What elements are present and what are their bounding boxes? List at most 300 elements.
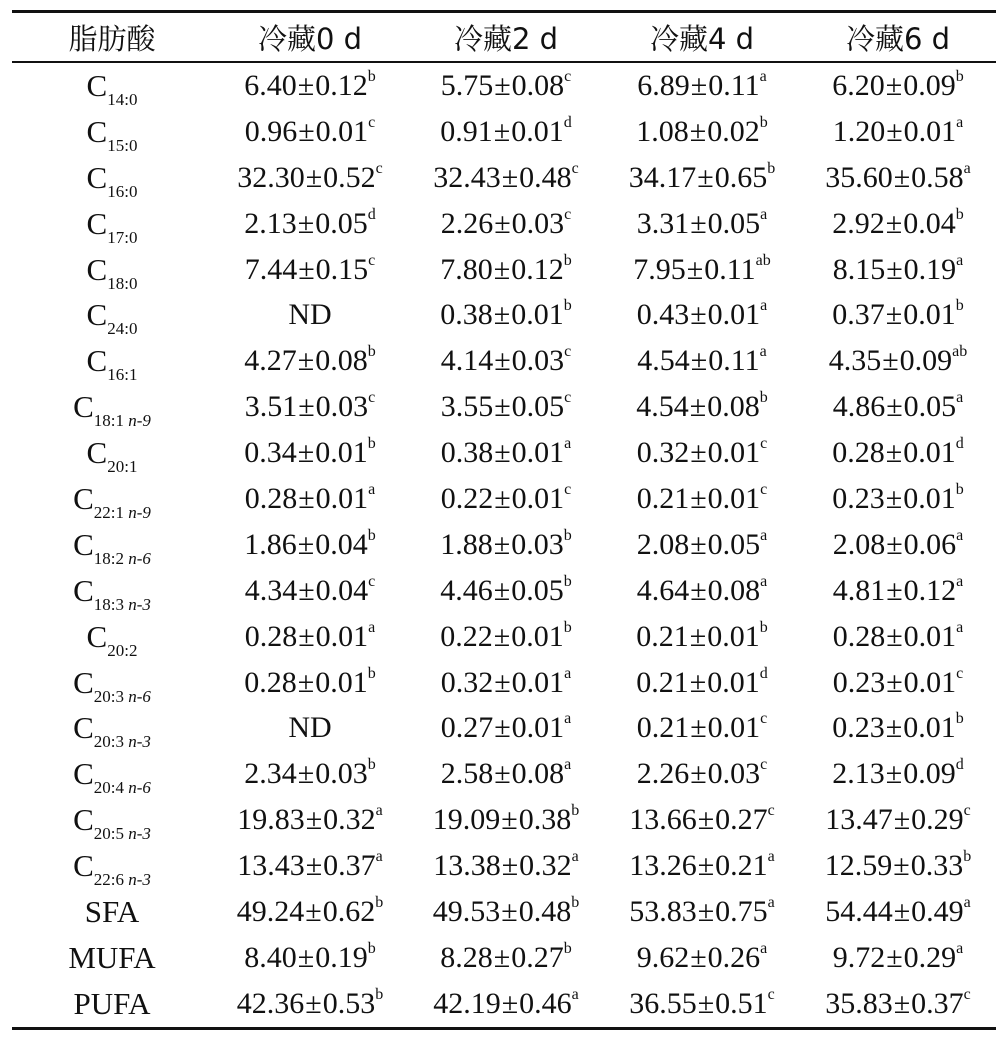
standard-deviation: 0.05 xyxy=(707,206,761,240)
mean-value: 1.86 xyxy=(244,527,297,561)
standard-deviation: 0.11 xyxy=(708,344,760,378)
plus-minus-symbol: ± xyxy=(690,481,707,515)
mean-value: 4.54 xyxy=(637,344,690,378)
plus-minus-symbol: ± xyxy=(494,390,511,424)
header-fatty-acid: 脂肪酸 xyxy=(68,21,156,56)
significance-letter: a xyxy=(760,939,768,957)
fatty-acid-subscript xyxy=(107,182,137,201)
significance-letter: b xyxy=(571,802,580,820)
standard-deviation: 0.46 xyxy=(519,986,572,1020)
mean-value: 0.34 xyxy=(244,436,297,470)
table-row xyxy=(12,476,996,522)
standard-deviation: 0.62 xyxy=(322,894,376,928)
fatty-acid-name xyxy=(12,109,212,155)
significance-letter: c xyxy=(375,159,383,177)
table-bottom-rule xyxy=(12,1027,996,1030)
value-cell xyxy=(212,384,408,430)
fatty-acid-subscript xyxy=(107,457,137,476)
significance-letter: c xyxy=(571,159,579,177)
value-cell xyxy=(800,660,996,706)
fatty-acid-name xyxy=(12,292,212,338)
value-cell xyxy=(212,430,408,476)
significance-letter: b xyxy=(955,710,964,728)
significance-letter: b xyxy=(367,343,376,361)
standard-deviation: 0.15 xyxy=(315,252,369,286)
significance-letter: b xyxy=(955,205,964,223)
mean-value: 4.34 xyxy=(244,573,298,607)
mean-value: 35.60 xyxy=(825,160,893,194)
mean-value: 13.43 xyxy=(237,849,305,883)
fatty-acid-subscript xyxy=(94,549,151,568)
significance-letter: c xyxy=(760,710,768,728)
value-cell xyxy=(408,247,604,293)
plus-minus-symbol: ± xyxy=(305,803,323,837)
value-cell xyxy=(212,247,408,293)
standard-deviation: 0.32 xyxy=(323,803,376,837)
plus-minus-symbol: ± xyxy=(886,573,903,607)
value-cell xyxy=(212,568,408,614)
standard-deviation: 0.01 xyxy=(903,711,956,745)
fatty-acid-subscript xyxy=(107,319,137,338)
table-row xyxy=(12,292,996,338)
value-cell xyxy=(604,935,800,981)
value-cell xyxy=(800,614,996,660)
plus-minus-symbol: ± xyxy=(298,481,315,515)
significance-letter: d xyxy=(759,664,768,682)
value-cell xyxy=(800,797,996,843)
plus-minus-symbol: ± xyxy=(885,711,903,745)
standard-deviation: 0.09 xyxy=(903,757,956,791)
significance-letter: a xyxy=(963,159,971,177)
table-header xyxy=(12,13,996,61)
value-cell xyxy=(212,63,408,109)
mean-value: 4.27 xyxy=(244,344,297,378)
plus-minus-symbol: ± xyxy=(885,68,903,102)
standard-deviation: 0.51 xyxy=(715,986,768,1020)
value-cell xyxy=(800,63,996,109)
fatty-acid-subscript-omega: n-3 xyxy=(128,870,151,890)
mean-value: 54.44 xyxy=(825,894,893,928)
fatty-acid-base: C xyxy=(86,159,108,195)
plus-minus-symbol: ± xyxy=(690,573,707,607)
plus-minus-symbol: ± xyxy=(494,436,511,470)
significance-letter: b xyxy=(367,67,376,85)
standard-deviation: 0.01 xyxy=(511,436,565,470)
fatty-acid-base: C xyxy=(73,802,94,838)
plus-minus-symbol: ± xyxy=(886,390,903,424)
significance-letter: a xyxy=(564,664,572,682)
fatty-acid-subscript-number: 20:4 xyxy=(93,778,129,798)
mean-value: 0.37 xyxy=(832,298,885,332)
standard-deviation: 0.05 xyxy=(315,206,368,240)
value-cell xyxy=(604,247,800,293)
mean-value: 0.96 xyxy=(244,114,298,148)
value-cell xyxy=(800,935,996,981)
table-row xyxy=(12,63,996,109)
standard-deviation: 0.53 xyxy=(322,986,376,1020)
fatty-acid-subscript-number: 22:6 xyxy=(93,870,129,890)
standard-deviation: 0.01 xyxy=(903,298,956,332)
fatty-acid-base: C xyxy=(73,710,94,746)
value-cell xyxy=(800,843,996,889)
mean-value: 4.86 xyxy=(832,390,886,424)
mean-value: 0.38 xyxy=(440,436,494,470)
mean-value: 1.08 xyxy=(636,114,689,148)
plus-minus-symbol: ± xyxy=(886,940,903,974)
fatty-acid-subscript xyxy=(94,778,151,797)
significance-letter: d xyxy=(955,435,964,453)
value-cell xyxy=(604,705,800,751)
significance-letter: c xyxy=(564,389,572,407)
standard-deviation: 0.52 xyxy=(323,160,376,194)
mean-value: 6.20 xyxy=(832,68,885,102)
fatty-acid-subscript xyxy=(94,732,151,751)
standard-deviation: 0.01 xyxy=(511,298,564,332)
standard-deviation: 0.01 xyxy=(903,481,956,515)
not-detected-text: ND xyxy=(288,711,332,745)
value-cell xyxy=(604,522,800,568)
mean-value: 9.72 xyxy=(832,940,886,974)
significance-letter: a xyxy=(956,389,964,407)
fatty-acid-subscript xyxy=(107,365,137,384)
standard-deviation: 0.03 xyxy=(315,757,368,791)
standard-deviation: 0.03 xyxy=(511,344,565,378)
plus-minus-symbol: ± xyxy=(501,894,518,928)
mean-value: 13.66 xyxy=(629,803,697,837)
fatty-acid-subscript-number: 22:1 xyxy=(93,502,129,522)
value-cell xyxy=(604,568,800,614)
standard-deviation: 0.05 xyxy=(511,390,565,424)
plus-minus-symbol: ± xyxy=(690,711,707,745)
mean-value: 2.08 xyxy=(832,527,886,561)
fatty-acid-name xyxy=(12,614,212,660)
mean-value: 0.28 xyxy=(244,481,298,515)
plus-minus-symbol: ± xyxy=(297,527,315,561)
mean-value: 0.38 xyxy=(440,298,493,332)
mean-value: 19.09 xyxy=(432,803,501,837)
fatty-acid-subscript-omega: n-6 xyxy=(128,686,151,706)
fatty-acid-subscript xyxy=(94,870,151,889)
fatty-acid-name xyxy=(12,660,212,706)
fatty-acid-name xyxy=(12,247,212,293)
table-row xyxy=(12,981,996,1027)
fatty-acid-name xyxy=(12,935,212,981)
significance-letter: c xyxy=(368,113,376,131)
value-cell xyxy=(604,292,800,338)
significance-letter: ab xyxy=(952,343,968,361)
standard-deviation: 0.03 xyxy=(511,527,564,561)
fatty-acid-subscript-omega: n-9 xyxy=(128,411,151,431)
plus-minus-symbol: ± xyxy=(493,527,511,561)
value-cell xyxy=(212,705,408,751)
fatty-acid-name xyxy=(12,843,212,889)
mean-value: 8.40 xyxy=(244,940,297,974)
plus-minus-symbol: ± xyxy=(305,160,323,194)
significance-letter: a xyxy=(375,802,383,820)
fatty-acid-subscript xyxy=(107,274,137,293)
table-row xyxy=(12,522,996,568)
value-cell xyxy=(212,476,408,522)
value-cell xyxy=(604,797,800,843)
value-cell xyxy=(604,155,800,201)
standard-deviation: 0.08 xyxy=(707,390,760,424)
table-row xyxy=(12,843,996,889)
mean-value: 2.13 xyxy=(244,206,297,240)
mean-value: 2.13 xyxy=(832,757,885,791)
plus-minus-symbol: ± xyxy=(886,619,903,653)
significance-letter: c xyxy=(564,67,572,85)
header-day-0: 冷藏0 d xyxy=(257,21,363,56)
value-cell xyxy=(800,155,996,201)
plus-minus-symbol: ± xyxy=(501,986,519,1020)
standard-deviation: 0.01 xyxy=(903,114,957,148)
value-cell xyxy=(408,522,604,568)
significance-letter: b xyxy=(759,113,768,131)
value-cell xyxy=(212,797,408,843)
fatty-acid-subscript-number: 17:0 xyxy=(107,227,138,247)
fatty-acid-name xyxy=(12,201,212,247)
standard-deviation: 0.06 xyxy=(903,527,957,561)
value-cell xyxy=(408,63,604,109)
mean-value: 13.38 xyxy=(433,849,501,883)
value-cell xyxy=(212,109,408,155)
value-cell xyxy=(408,843,604,889)
value-cell xyxy=(408,935,604,981)
plus-minus-symbol: ± xyxy=(493,573,511,607)
standard-deviation: 0.05 xyxy=(707,527,761,561)
standard-deviation: 0.19 xyxy=(903,252,957,286)
standard-deviation: 0.01 xyxy=(315,619,369,653)
standard-deviation: 0.26 xyxy=(707,940,761,974)
value-cell xyxy=(408,981,604,1027)
table-row xyxy=(12,889,996,935)
significance-letter: b xyxy=(563,939,572,957)
plus-minus-symbol: ± xyxy=(493,619,511,653)
value-cell xyxy=(604,430,800,476)
plus-minus-symbol: ± xyxy=(501,803,518,837)
standard-deviation: 0.27 xyxy=(715,803,768,837)
mean-value: 0.22 xyxy=(440,619,493,653)
value-cell xyxy=(408,797,604,843)
value-cell xyxy=(604,751,800,797)
fatty-acid-name xyxy=(12,981,212,1027)
standard-deviation: 0.12 xyxy=(511,252,564,286)
standard-deviation: 0.01 xyxy=(511,665,565,699)
plus-minus-symbol: ± xyxy=(690,757,707,791)
fatty-acid-name xyxy=(12,797,212,843)
standard-deviation: 0.01 xyxy=(903,665,957,699)
standard-deviation: 0.04 xyxy=(315,573,369,607)
standard-deviation: 0.12 xyxy=(315,68,368,102)
standard-deviation: 0.03 xyxy=(315,390,369,424)
standard-deviation: 0.01 xyxy=(707,665,760,699)
standard-deviation: 0.01 xyxy=(511,711,565,745)
significance-letter: b xyxy=(563,251,572,269)
plus-minus-symbol: ± xyxy=(298,390,315,424)
significance-letter: a xyxy=(956,526,964,544)
plus-minus-symbol: ± xyxy=(297,206,315,240)
plus-minus-symbol: ± xyxy=(690,298,707,332)
standard-deviation: 0.04 xyxy=(903,206,956,240)
plus-minus-symbol: ± xyxy=(494,757,511,791)
plus-minus-symbol: ± xyxy=(886,665,903,699)
plus-minus-symbol: ± xyxy=(886,114,903,148)
fatty-acid-subscript-number: 18:0 xyxy=(107,273,138,293)
mean-value: 2.26 xyxy=(636,757,690,791)
value-cell xyxy=(800,292,996,338)
standard-deviation: 0.05 xyxy=(903,390,957,424)
significance-letter: c xyxy=(963,985,971,1003)
mean-value: 49.53 xyxy=(432,894,501,928)
plus-minus-symbol: ± xyxy=(305,986,322,1020)
significance-letter: a xyxy=(375,848,383,866)
value-cell xyxy=(212,843,408,889)
value-cell xyxy=(604,384,800,430)
table-row xyxy=(12,568,996,614)
fatty-acid-base: C xyxy=(86,297,108,333)
plus-minus-symbol: ± xyxy=(885,436,903,470)
value-cell xyxy=(800,705,996,751)
plus-minus-symbol: ± xyxy=(690,436,707,470)
mean-value: 32.43 xyxy=(433,160,501,194)
mean-value: 7.95 xyxy=(633,252,686,286)
fatty-acid-base: C xyxy=(86,618,108,654)
table-row xyxy=(12,201,996,247)
fatty-acid-subscript xyxy=(107,90,137,109)
table-row xyxy=(12,797,996,843)
plus-minus-symbol: ± xyxy=(305,849,323,883)
value-cell xyxy=(408,889,604,935)
header-row xyxy=(12,13,996,61)
fatty-acid-subscript-omega: n-6 xyxy=(128,548,151,568)
mean-value: 0.21 xyxy=(636,711,690,745)
significance-letter: b xyxy=(759,389,768,407)
significance-letter: a xyxy=(767,893,775,911)
header-day-4: 冷藏4 d xyxy=(649,21,755,56)
standard-deviation: 0.33 xyxy=(910,849,964,883)
fatty-acid-subscript-number: 20:3 xyxy=(93,732,129,752)
significance-letter: a xyxy=(760,526,768,544)
fatty-acid-name xyxy=(12,384,212,430)
plus-minus-symbol: ± xyxy=(885,757,903,791)
significance-letter: d xyxy=(955,756,964,774)
significance-letter: b xyxy=(955,67,964,85)
plus-minus-symbol: ± xyxy=(494,481,511,515)
fatty-acid-subscript xyxy=(94,503,151,522)
mean-value: 0.32 xyxy=(636,436,690,470)
table-row xyxy=(12,935,996,981)
value-cell xyxy=(800,338,996,384)
standard-deviation: 0.65 xyxy=(714,160,768,194)
table-row xyxy=(12,338,996,384)
fatty-acid-subscript-omega: n-9 xyxy=(128,502,151,522)
mean-value: 0.43 xyxy=(636,298,690,332)
standard-deviation: 0.08 xyxy=(511,68,565,102)
significance-letter: c xyxy=(956,664,964,682)
mean-value: 8.28 xyxy=(440,940,493,974)
plus-minus-symbol: ± xyxy=(297,665,315,699)
significance-letter: c xyxy=(368,572,376,590)
fatty-acid-name xyxy=(12,522,212,568)
value-cell xyxy=(212,155,408,201)
value-cell xyxy=(408,705,604,751)
value-cell xyxy=(800,476,996,522)
value-cell xyxy=(604,201,800,247)
plus-minus-symbol: ± xyxy=(886,527,903,561)
value-cell xyxy=(604,889,800,935)
value-cell xyxy=(212,981,408,1027)
standard-deviation: 0.48 xyxy=(518,894,572,928)
value-cell xyxy=(408,155,604,201)
fatty-acid-name xyxy=(12,155,212,201)
value-cell xyxy=(800,247,996,293)
table-row xyxy=(12,430,996,476)
plus-minus-symbol: ± xyxy=(493,252,511,286)
header-day-2: 冷藏2 d xyxy=(453,21,559,56)
standard-deviation: 0.38 xyxy=(518,803,572,837)
significance-letter: b xyxy=(375,985,384,1003)
significance-letter: b xyxy=(955,297,964,315)
table-row xyxy=(12,614,996,660)
mean-value: 2.58 xyxy=(440,757,494,791)
value-cell xyxy=(604,109,800,155)
plus-minus-symbol: ± xyxy=(297,344,315,378)
value-cell xyxy=(408,614,604,660)
fatty-acid-base: C xyxy=(86,251,108,287)
mean-value: 3.51 xyxy=(244,390,298,424)
mean-value: 0.91 xyxy=(440,114,493,148)
standard-deviation: 0.01 xyxy=(511,481,565,515)
fatty-acid-base: C xyxy=(86,113,108,149)
standard-deviation: 0.01 xyxy=(707,298,761,332)
value-cell xyxy=(408,384,604,430)
plus-minus-symbol: ± xyxy=(893,803,911,837)
fatty-acid-name xyxy=(12,889,212,935)
standard-deviation: 0.29 xyxy=(903,940,957,974)
significance-letter: a xyxy=(760,205,768,223)
standard-deviation: 0.75 xyxy=(715,894,768,928)
significance-letter: b xyxy=(563,572,572,590)
mean-value: 4.64 xyxy=(636,573,690,607)
table-row xyxy=(12,751,996,797)
mean-value: 0.21 xyxy=(636,665,689,699)
value-cell xyxy=(408,292,604,338)
standard-deviation: 0.37 xyxy=(323,849,376,883)
table-row xyxy=(12,109,996,155)
mean-value: 0.21 xyxy=(636,619,689,653)
standard-deviation: 0.01 xyxy=(903,436,956,470)
mean-value: 2.34 xyxy=(244,757,297,791)
standard-deviation: 0.49 xyxy=(911,894,964,928)
significance-letter: ab xyxy=(755,251,771,269)
plus-minus-symbol: ± xyxy=(494,665,511,699)
plus-minus-symbol: ± xyxy=(885,481,903,515)
standard-deviation: 0.01 xyxy=(315,481,369,515)
mean-value: 0.21 xyxy=(636,481,690,515)
mean-value: 19.83 xyxy=(237,803,305,837)
value-cell xyxy=(212,614,408,660)
table-row xyxy=(12,705,996,751)
fatty-acid-base: C xyxy=(86,435,108,471)
standard-deviation: 0.11 xyxy=(704,252,756,286)
fatty-acid-subscript-omega: n-6 xyxy=(128,778,151,798)
significance-letter: a xyxy=(564,710,572,728)
plus-minus-symbol: ± xyxy=(697,986,715,1020)
fatty-acid-subscript xyxy=(94,595,151,614)
standard-deviation: 0.32 xyxy=(519,849,572,883)
mean-value: 4.81 xyxy=(832,573,886,607)
plus-minus-symbol: ± xyxy=(297,68,315,102)
